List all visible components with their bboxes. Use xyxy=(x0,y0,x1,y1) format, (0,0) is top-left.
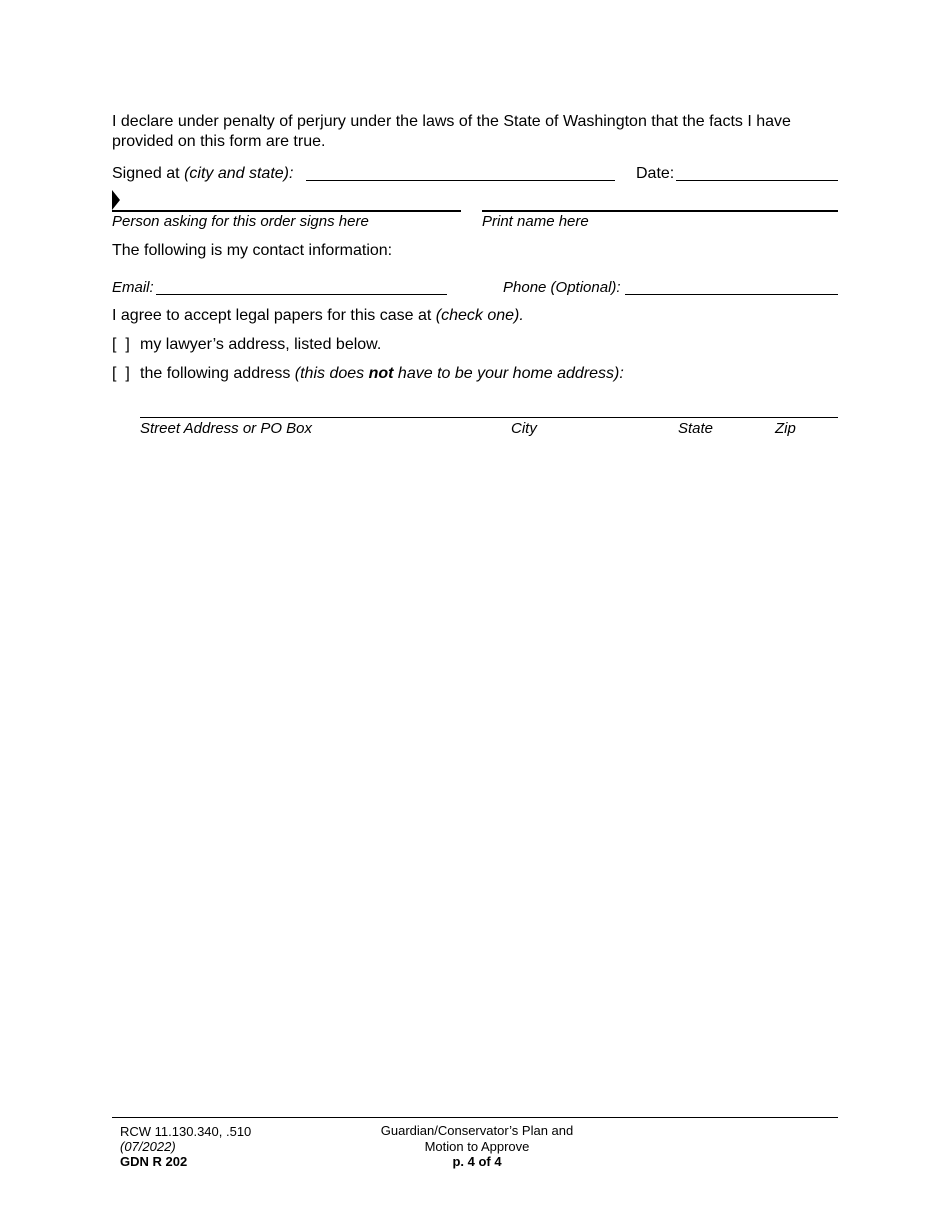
phone-field[interactable] xyxy=(625,294,838,295)
address-field[interactable] xyxy=(140,417,838,418)
footer-page-number: p. 4 of 4 xyxy=(452,1154,502,1169)
zip-caption: Zip xyxy=(775,420,796,437)
signed-at-text: Signed at xyxy=(112,165,180,182)
footer-form-id: GDN R 202 xyxy=(120,1154,188,1169)
signature-arrow-icon xyxy=(112,190,121,210)
signed-at-label xyxy=(112,164,293,184)
lawyer-checkbox[interactable]: [ ] xyxy=(112,336,130,353)
following-option-text: the following address xyxy=(140,365,291,382)
date-label: Date: xyxy=(636,165,675,182)
email-field[interactable] xyxy=(156,294,447,295)
street-caption: Street Address or PO Box xyxy=(140,420,313,437)
print-name-caption: Print name here xyxy=(482,213,589,230)
date-field[interactable] xyxy=(676,180,838,181)
signed-at-hint: (city and state): xyxy=(184,165,294,182)
agree-hint: (check one). xyxy=(435,307,524,324)
city-caption: City xyxy=(511,420,537,437)
agree-line xyxy=(112,306,524,326)
footer-title-line1: Guardian/Conservator’s Plan and xyxy=(380,1123,574,1138)
agree-text: I agree to accept legal papers for this case at xyxy=(112,307,432,324)
signed-at-field[interactable] xyxy=(306,180,615,181)
print-name-field[interactable] xyxy=(482,210,838,212)
lawyer-option-text: my lawyer’s address, listed below. xyxy=(140,336,382,353)
following-hint-bold: not xyxy=(368,365,394,382)
footer-rcw: RCW 11.130.340, .510 xyxy=(120,1124,252,1139)
footer-title-line2: Motion to Approve xyxy=(424,1139,530,1154)
following-checkbox[interactable]: [ ] xyxy=(112,365,130,382)
following-option xyxy=(140,364,624,384)
signature-field[interactable] xyxy=(112,210,461,212)
state-caption: State xyxy=(678,420,714,437)
contact-intro: The following is my contact information: xyxy=(112,242,393,259)
footer-date: (07/2022) xyxy=(120,1139,176,1154)
signature-caption: Person asking for this order signs here xyxy=(112,213,369,230)
phone-label: Phone (Optional): xyxy=(503,279,621,296)
following-hint-post: have to be your home address): xyxy=(397,365,624,382)
footer-rule xyxy=(112,1117,838,1118)
email-label: Email: xyxy=(112,279,154,296)
following-hint-pre: (this does xyxy=(294,365,365,382)
declaration-text: I declare under penalty of perjury under the laws of the State of Washington that the facts I have provided on this form are true. xyxy=(112,113,791,150)
